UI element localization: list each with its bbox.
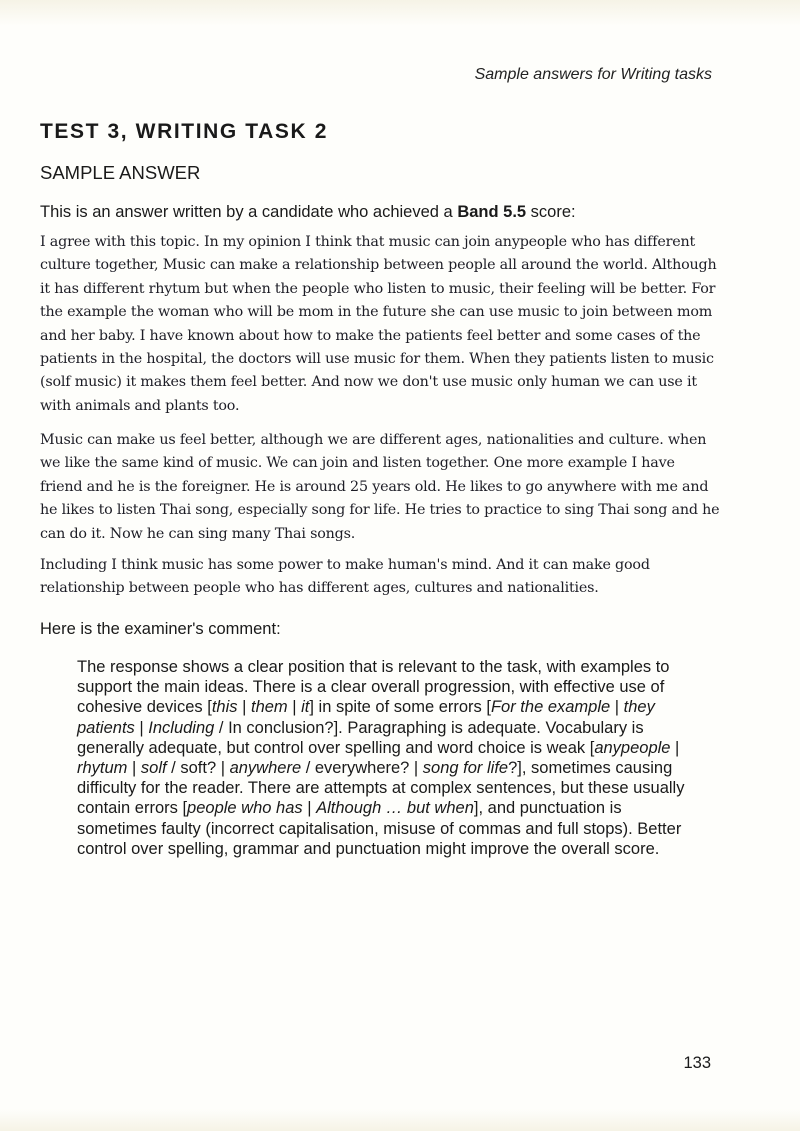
intro-text-before: This is an answer written by a candidate who achieved a — [40, 203, 458, 221]
comment-example: it — [301, 698, 310, 717]
running-head: Sample answers for Writing tasks — [474, 66, 712, 83]
comment-text: / everywhere? | — [301, 759, 423, 778]
comment-example: solf — [140, 759, 167, 778]
comment-text: | — [237, 698, 251, 717]
test-title: TEST 3, WRITING TASK 2 — [40, 120, 328, 143]
comment-example: rhytum — [77, 759, 128, 778]
sample-answer-heading: SAMPLE ANSWER — [40, 162, 201, 183]
comment-example: them — [250, 698, 288, 717]
comment-text: | — [302, 799, 317, 818]
page-bottom-edge — [0, 1109, 800, 1131]
page-top-edge — [0, 0, 800, 26]
comment-example: people who has — [187, 799, 303, 818]
intro-line — [40, 203, 576, 222]
comment-example: Including — [148, 718, 215, 737]
band-score: Band 5.5 — [457, 203, 527, 221]
comment-example: they patients — [77, 698, 655, 737]
comment-text: | — [134, 718, 149, 737]
comment-intro: Here is the examiner's comment: — [40, 620, 281, 638]
comment-text: | — [610, 698, 624, 717]
comment-text: | — [670, 738, 680, 757]
comment-text: | — [287, 698, 302, 717]
comment-example: Although … but when — [316, 799, 474, 818]
answer-paragraph-3: Including I think music has some power to make human's mind. And it can make good relationship between people who has different ages, cultures and nationalities. — [40, 557, 650, 597]
comment-example: this — [211, 698, 238, 717]
comment-example: anywhere — [229, 759, 302, 778]
comment-text: | — [127, 759, 141, 778]
examiner-comment — [77, 657, 703, 859]
intro-text-after: score: — [526, 203, 576, 221]
comment-text: / soft? | — [166, 759, 230, 778]
comment-text: ] in spite of some errors [ — [309, 698, 491, 717]
comment-text: / In conclusion?]. Paragraphing is adequate. Vocabulary is generally adequate, but control over spelling and word choice is weak [ — [77, 718, 644, 757]
comment-text: ?], sometimes causing difficulty for the reader. There are attempts at complex sentences, but these usually contain errors [ — [77, 759, 685, 818]
comment-example: For the example — [490, 698, 611, 717]
page-number: 133 — [683, 1054, 711, 1072]
comment-text: The response shows a clear position that is relevant to the task, with examples to support the main ideas. There is a clear overall progression, with effective use of cohesive devices [ — [77, 658, 670, 717]
answer-paragraph-1: I agree with this topic. In my opinion I think that music can join anypeople who has different culture together, Music can make a relationship between people all around the world. Although it has different rhytum but when the people who listen to music, their feeling will be better. For the example the woman who will be mom in the future she can use music to join between mom and her baby. I have known about how to make the patients feel better and some cases of the patients in the hospital, the doctors will use music for them. When they patients listen to music (solf music) it makes them feel better. And now we don't use music only human we can use it with animals and plants too. — [40, 234, 717, 414]
answer-paragraph-2: Music can make us feel better, although we are different ages, nationalities and culture. when we like the same kind of music. We can join and listen together. One more example I have friend and he is the foreigner. He is around 25 years old. He likes to go anywhere with me and he likes to listen Thai song, especially song for life. He tries to practice to sing Thai song and he can do it. Now he can sing many Thai songs. — [40, 432, 720, 542]
comment-text: ], and punctuation is sometimes faulty (incorrect capitalisation, misuse of commas and full stops). Better control over spelling, grammar and punctuation might improve the overall score. — [77, 799, 682, 858]
comment-example: anypeople — [594, 738, 671, 757]
comment-example: song for life — [422, 759, 509, 778]
